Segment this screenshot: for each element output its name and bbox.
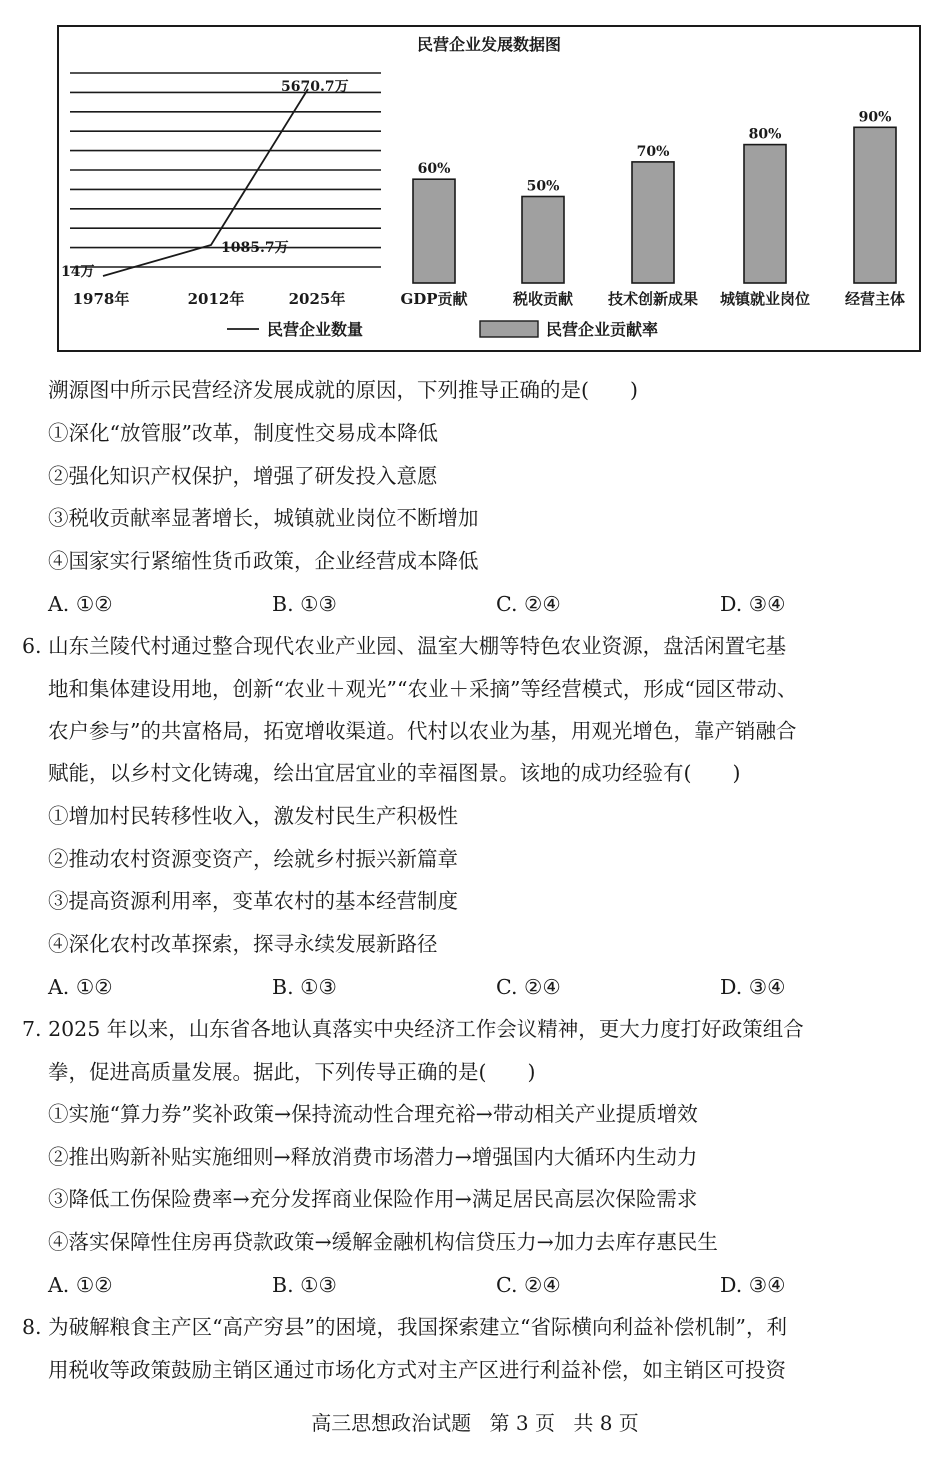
bar-category-label: 税收贡献 — [512, 290, 574, 308]
bar-value-label: 70% — [636, 143, 670, 160]
q7-option-c[interactable]: C. ②④ — [496, 1273, 561, 1297]
q5-option-b[interactable]: B. ①③ — [272, 592, 337, 616]
bar-4 — [744, 145, 786, 283]
footer-page: 第 3 页 — [489, 1411, 555, 1435]
q6-item-1: ①增加村民转移性收入，激发村民生产积极性 — [48, 804, 458, 828]
q6-options — [48, 973, 928, 1001]
q6-item-4: ④深化农村改革探索，探寻永续发展新路径 — [48, 932, 438, 956]
q8-line-2: 用税收等政策鼓励主销区通过市场化方式对主产区进行利益补偿，如主销区可投资 — [48, 1358, 786, 1382]
q7-line-1: 7. 2025 年以来，山东省各地认真落实中央经济工作会议精神，更大力度打好政策组合 — [22, 1017, 804, 1041]
line-x-tick: 2012年 — [187, 290, 245, 308]
q6-option-d[interactable]: D. ③④ — [720, 975, 786, 999]
footer-title: 高三思想政治试题 — [311, 1411, 472, 1435]
q5-option-a[interactable]: A. ①② — [48, 592, 113, 616]
q7-option-d[interactable]: D. ③④ — [720, 1273, 786, 1297]
line-label-2012: 1085.7万 — [221, 240, 289, 256]
q5-option-c[interactable]: C. ②④ — [496, 592, 561, 616]
q6-line-4: 赋能，以乡村文化铸魂，绘出宜居宜业的幸福图景。该地的成功经验有( ) — [48, 761, 741, 785]
q5-item-4: ④国家实行紧缩性货币政策，企业经营成本降低 — [48, 549, 479, 573]
q7-options — [48, 1271, 928, 1299]
bar-1 — [413, 179, 455, 283]
line-x-tick: 1978年 — [72, 290, 130, 308]
q7-item-4: ④落实保障性住房再贷款政策→缓解金融机构信贷压力→加力去库存惠民生 — [48, 1230, 718, 1254]
page-footer — [0, 1407, 950, 1436]
line-x-tick: 2025年 — [288, 290, 346, 308]
legend-bar-swatch — [480, 321, 538, 337]
bar-value-label: 50% — [526, 178, 560, 195]
legend-bar-label: 民营企业贡献率 — [546, 320, 659, 339]
q6-option-b[interactable]: B. ①③ — [272, 975, 337, 999]
bar-category-label: 技术创新成果 — [607, 290, 699, 308]
q6-option-a[interactable]: A. ①② — [48, 975, 113, 999]
line-label-1978: 14万 — [61, 264, 95, 280]
bar-3 — [632, 162, 674, 283]
q6-item-2: ②推动农村资源变资产，绘就乡村振兴新篇章 — [48, 847, 458, 871]
q5-item-1: ①深化“放管服”改革，制度性交易成本降低 — [48, 421, 438, 445]
chart-title: 民营企业发展数据图 — [416, 35, 562, 54]
bar-value-label: 60% — [417, 161, 451, 178]
bar-2 — [522, 197, 564, 284]
line-label-2025: 5670.7万 — [281, 79, 349, 95]
q6-line-1: 6. 山东兰陵代村通过整合现代农业产业园、温室大棚等特色农业资源，盘活闲置宅基 — [22, 634, 787, 658]
q7-line-2: 拳，促进高质量发展。据此，下列传导正确的是( ) — [48, 1060, 536, 1084]
q7-item-3: ③降低工伤保险费率→充分发挥商业保险作用→满足居民高层次保险需求 — [48, 1187, 698, 1211]
q7-option-a[interactable]: A. ①② — [48, 1273, 113, 1297]
q5-options — [48, 590, 928, 618]
legend-line-label: 民营企业数量 — [267, 320, 364, 339]
bar-category-label: 城镇就业岗位 — [719, 290, 811, 308]
chart-svg — [59, 27, 919, 350]
q7-item-2: ②推出购新补贴实施细则→释放消费市场潜力→增强国内大循环内生动力 — [48, 1145, 698, 1169]
q6-option-c[interactable]: C. ②④ — [496, 975, 561, 999]
q6-line-3: 农户参与”的共富格局，拓宽增收渠道。代村以农业为基，用观光增色，靠产销融合 — [48, 719, 797, 743]
bar-value-label: 90% — [858, 109, 892, 126]
bar-5 — [854, 127, 896, 283]
q5-option-d[interactable]: D. ③④ — [720, 592, 786, 616]
footer-total: 共 8 页 — [573, 1411, 639, 1435]
q5-stem: 溯源图中所示民营经济发展成就的原因，下列推导正确的是( ) — [48, 378, 638, 402]
bar-category-label: 经营主体 — [844, 290, 906, 308]
q6-item-3: ③提高资源利用率，变革农村的基本经营制度 — [48, 889, 458, 913]
q5-item-3: ③税收贡献率显著增长，城镇就业岗位不断增加 — [48, 506, 479, 530]
q7-option-b[interactable]: B. ①③ — [272, 1273, 337, 1297]
q8-line-1: 8. 为破解粮食主产区“高产穷县”的困境，我国探索建立“省际横向利益补偿机制”，利 — [22, 1315, 787, 1339]
q6-line-2: 地和集体建设用地，创新“农业＋观光”“农业＋采摘”等经营模式，形成“园区带动、 — [48, 677, 798, 701]
bar-value-label: 80% — [748, 126, 782, 143]
q5-item-2: ②强化知识产权保护，增强了研发投入意愿 — [48, 464, 438, 488]
q7-item-1: ①实施“算力券”奖补政策→保持流动性合理充裕→带动相关产业提质增效 — [48, 1102, 698, 1126]
chart-figure — [57, 25, 921, 352]
bar-category-label: GDP贡献 — [400, 290, 468, 308]
